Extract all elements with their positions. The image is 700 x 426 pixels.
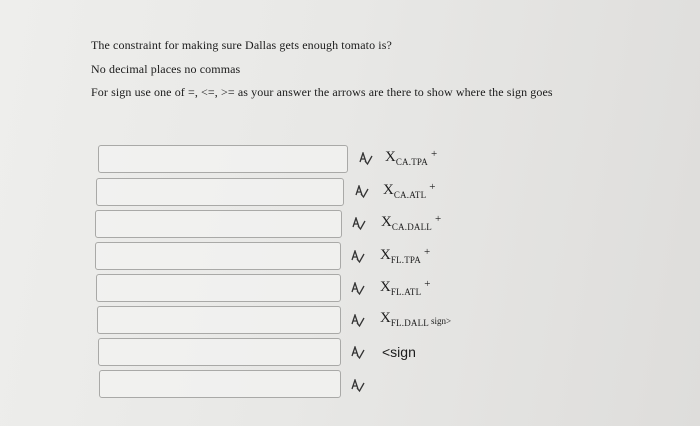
spellcheck-icon[interactable] xyxy=(351,346,365,360)
variable-label-2: $X_{CA.ATL}^+$ xyxy=(383,181,436,200)
answer-input-1[interactable] xyxy=(98,145,348,173)
spellcheck-icon[interactable] xyxy=(355,185,369,199)
question-instruction: For sign use one of =, <=, >= as your answer the arrows are there to show where the sign goes xyxy=(91,85,553,99)
question-title: The constraint for making sure Dallas gets enough tomato is? xyxy=(91,38,392,52)
variable-label-1: $X_{CA.TPA}^+$ xyxy=(385,148,438,167)
answer-input-4[interactable] xyxy=(95,242,341,270)
answer-input-5[interactable] xyxy=(96,274,341,302)
spellcheck-icon[interactable] xyxy=(352,217,366,231)
sign-label: <sign xyxy=(382,344,416,360)
spellcheck-icon[interactable] xyxy=(351,379,365,393)
variable-label-4: $X_{FL.TPA}^+$ xyxy=(380,246,431,265)
question-note: No decimal places no commas xyxy=(91,62,241,76)
spellcheck-icon[interactable] xyxy=(351,314,365,328)
spellcheck-icon[interactable] xyxy=(351,250,365,264)
variable-label-3: $X_{CA.DALL}^+$ xyxy=(381,213,442,232)
answer-input-8[interactable] xyxy=(99,370,341,398)
spellcheck-icon[interactable] xyxy=(359,152,373,166)
spellcheck-icon[interactable] xyxy=(351,282,365,296)
answer-input-3[interactable] xyxy=(95,210,342,238)
answer-input-6[interactable] xyxy=(97,306,341,334)
variable-label-6: $X_{FL.DALL}$ sign> xyxy=(380,310,452,328)
answer-input-7[interactable] xyxy=(98,338,341,366)
variable-label-5: $X_{FL.ATL}^+$ xyxy=(380,278,431,297)
answer-input-2[interactable] xyxy=(96,178,344,206)
